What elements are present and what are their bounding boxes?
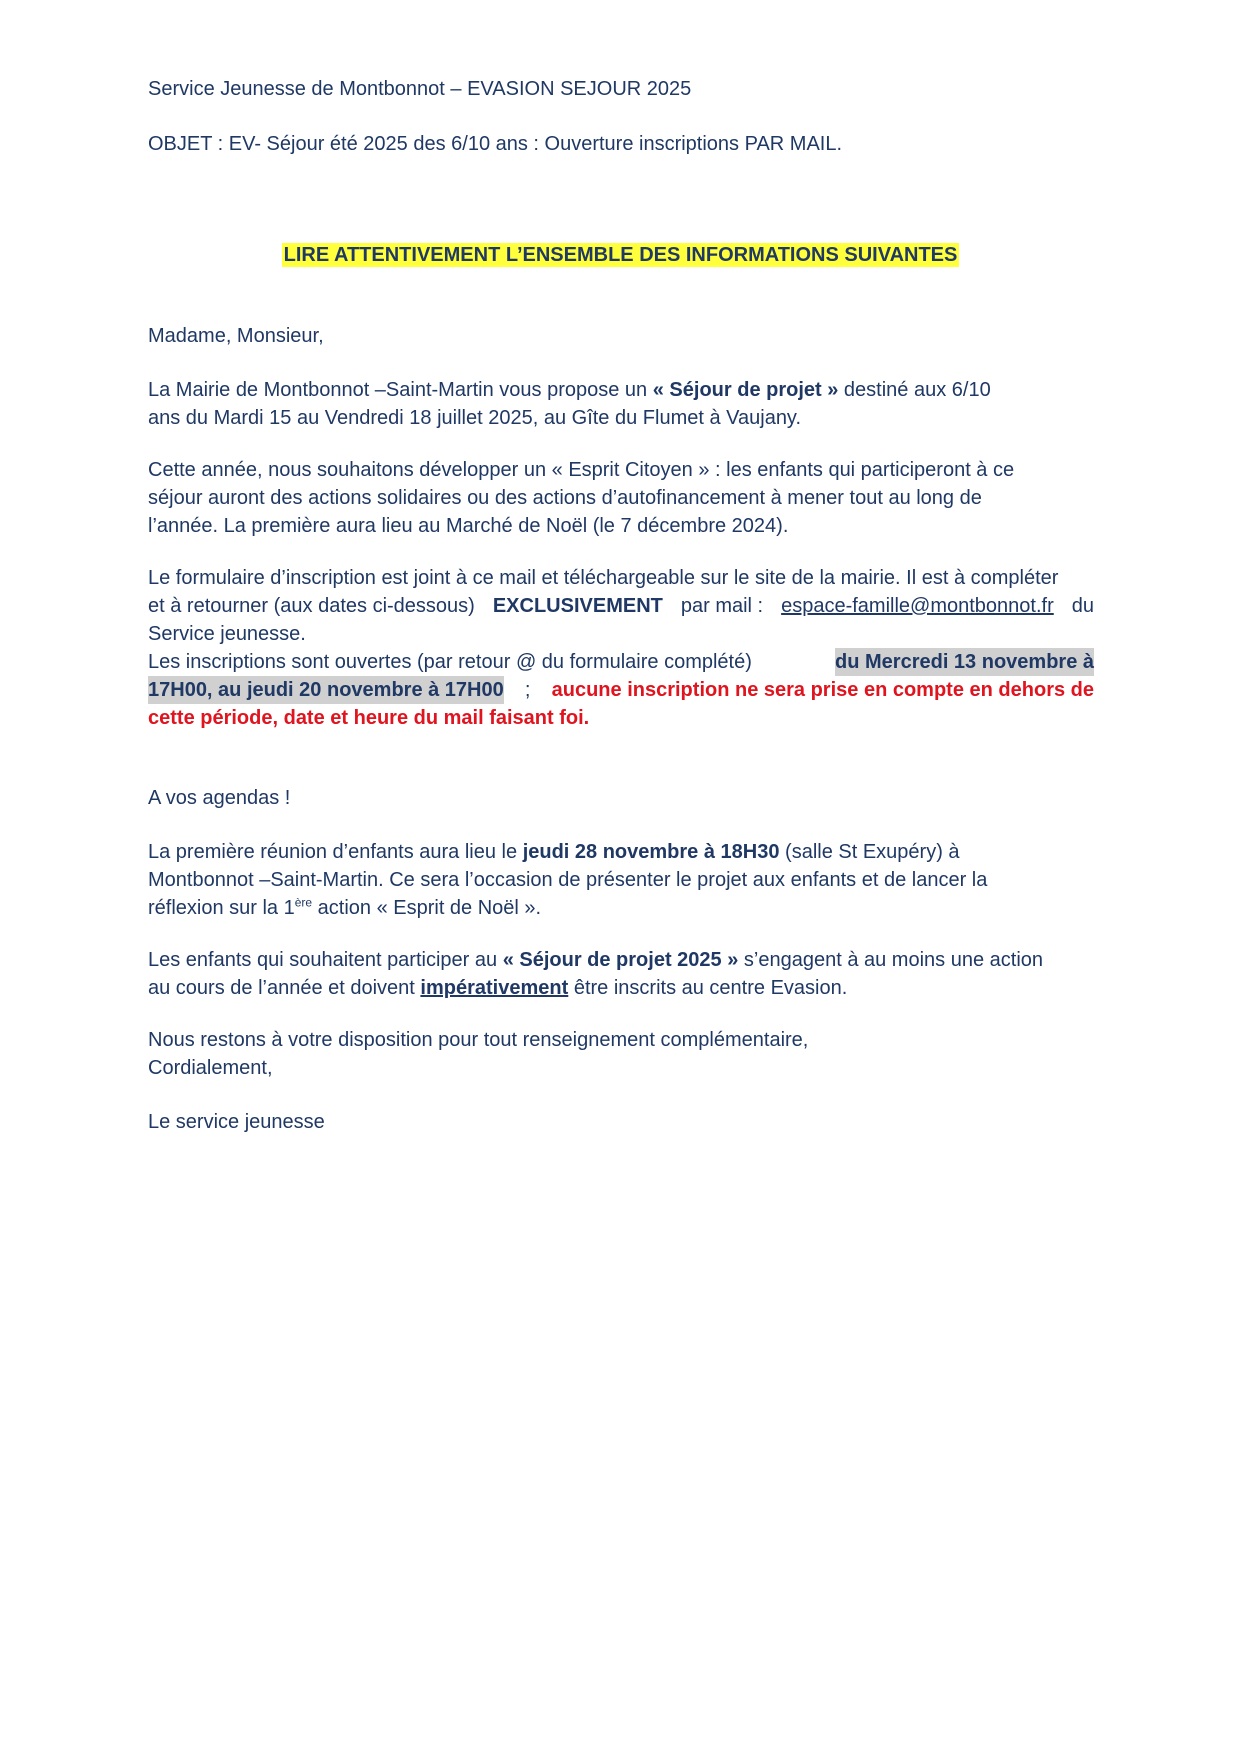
text-span: réflexion sur la 1 <box>148 897 295 919</box>
sejour-title: « Séjour de projet 2025 » <box>502 949 739 971</box>
greeting: Madame, Monsieur, <box>148 325 324 347</box>
paragraph-engagement <box>148 946 1094 1002</box>
superscript: ère <box>294 895 313 910</box>
header-line: Service Jeunesse de Montbonnot – EVASION SEJOUR 2025 <box>148 78 692 100</box>
paragraph-line: Cordialement, <box>148 1057 273 1079</box>
paragraph-line <box>148 974 1094 1002</box>
paragraph-line: séjour auront des actions solidaires ou des actions d’autofinancement à mener tout au long de <box>148 487 982 509</box>
text-span: au cours de l’année et doivent <box>148 977 421 999</box>
paragraph-line: l’année. La première aura lieu au Marché de Noël (le 7 décembre 2024). <box>148 515 789 537</box>
paragraph-line: Nous restons à votre disposition pour tout renseignement complémentaire, <box>148 1029 809 1051</box>
imperativement-text: impérativement <box>420 977 569 999</box>
objet-line: OBJET : EV- Séjour été 2025 des 6/10 ans : Ouverture inscriptions PAR MAIL. <box>148 133 843 155</box>
text-span: action « Esprit de Noël ». <box>312 897 542 919</box>
paragraph-line: ans du Mardi 15 au Vendredi 18 juillet 2025, au Gîte du Flumet à Vaujany. <box>148 407 802 429</box>
meeting-date: jeudi 28 novembre à 18H30 <box>522 841 780 863</box>
text-span: s’engagent à au moins une action <box>738 949 1044 971</box>
text-span: être inscrits au centre Evasion. <box>568 977 848 999</box>
highlighted-date: 17H00, au jeudi 20 novembre à 17H00 <box>148 676 504 704</box>
highlighted-date: du Mercredi 13 novembre à <box>835 648 1094 676</box>
text-span: et à retourner (aux dates ci-dessous) <box>148 595 481 617</box>
paragraph-line <box>148 946 1094 974</box>
paragraph-line: Service jeunesse. <box>148 623 306 645</box>
paragraph-line: cette période, date et heure du mail faisant foi. <box>148 707 590 729</box>
sejour-title: « Séjour de projet » <box>652 379 839 401</box>
paragraph-line <box>148 894 1094 922</box>
text-span: par mail : <box>675 595 769 617</box>
text-span: du <box>1066 595 1094 617</box>
text-span: Les inscriptions sont ouvertes (par retour @ du formulaire complété) <box>148 651 758 673</box>
paragraph-line: Cette année, nous souhaitons développer un « Esprit Citoyen » : les enfants qui participeront à ce <box>148 459 1015 481</box>
closing <box>148 1026 1094 1082</box>
text-span: destiné aux 6/10 <box>838 379 991 401</box>
paragraph-inscriptions <box>148 648 1094 732</box>
text-span: (salle St Exupéry) à <box>779 841 960 863</box>
text-span: Les enfants qui souhaitent participer au <box>148 949 503 971</box>
paragraph-reunion <box>148 838 1094 922</box>
paragraph-sejour <box>148 376 1094 432</box>
paragraph-line <box>148 376 1094 404</box>
exclusivement-text: EXCLUSIVEMENT <box>492 595 663 617</box>
paragraph-line <box>148 838 1094 866</box>
paragraph-line: Le formulaire d’inscription est joint à ce mail et téléchargeable sur le site de la mairie. Il est à compléter <box>148 567 1059 589</box>
text-span: La Mairie de Montbonnot –Saint-Martin vous propose un <box>148 379 653 401</box>
text-span: ; <box>519 679 537 701</box>
notice-banner <box>0 241 1241 269</box>
agenda-heading: A vos agendas ! <box>148 787 291 809</box>
paragraph-line <box>148 648 1094 676</box>
paragraph-esprit-citoyen <box>148 456 1094 540</box>
paragraph-formulaire <box>148 564 1094 648</box>
warning-text: aucune inscription ne sera prise en compte en dehors de <box>551 679 1094 701</box>
text-span: La première réunion d’enfants aura lieu le <box>148 841 523 863</box>
paragraph-line <box>148 592 1094 620</box>
paragraph-line <box>148 676 1094 704</box>
email-link[interactable]: espace-famille@montbonnot.fr <box>781 595 1054 617</box>
signature: Le service jeunesse <box>148 1111 325 1133</box>
paragraph-line: Montbonnot –Saint-Martin. Ce sera l’occasion de présenter le projet aux enfants et de lancer la <box>148 869 988 891</box>
notice-text: LIRE ATTENTIVEMENT L’ENSEMBLE DES INFORMATIONS SUIVANTES <box>283 244 958 266</box>
